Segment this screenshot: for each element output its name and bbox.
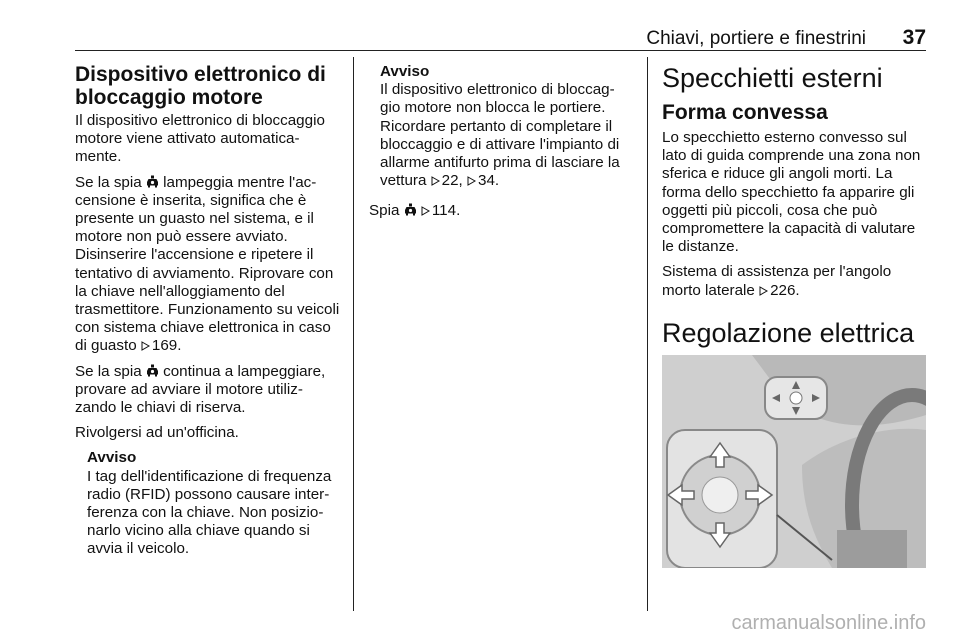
paragraph: Il dispositivo elettronico di bloccaggio motore viene attivato automatica-mente. [75, 112, 325, 166]
page-reference[interactable]: 22, [441, 172, 467, 190]
cross-reference-arrow-icon [467, 176, 476, 186]
page-number: 37 [902, 26, 926, 49]
note-title: Avviso [87, 449, 137, 467]
note-title: Avviso [380, 63, 430, 80]
cross-reference-arrow-icon [421, 206, 430, 216]
text: continua a lampeggiare, provare ad avviare il motore utiliz-zando le chiavi di riserva. [75, 362, 326, 417]
page-reference[interactable]: 169. [151, 337, 182, 355]
paragraph: Lo specchietto esterno convesso sul lato di guida comprende una zona non sferica e riduce gli angoli morti. La forma dello specchietto fa apparire gli oggetti più piccoli, cosa che può compromettere la capacità di valutare le distanze. [662, 129, 921, 256]
cross-reference-arrow-icon [141, 341, 150, 351]
text: Spia [369, 202, 404, 220]
paragraph [75, 363, 340, 418]
paragraph [369, 202, 633, 220]
watermark: carmanualsonline.info [731, 612, 926, 634]
heading-exterior-mirrors: Specchietti esterni [662, 63, 883, 93]
note-text [380, 81, 633, 190]
column-middle [369, 63, 633, 228]
section-title: Chiavi, portiere e finestrini [646, 28, 866, 49]
text: lampeggia mentre l'ac-censione è inserita, significa che è presente un guasto nel sistema, e il motore non può essere avviato. Disinserire l'accensione e ripetere il tentativo di avviamento. Riprovare con la chiave nell'alloggiamento del trasmettitore. Funzionamento su veicoli con sistema chiave elettronica in caso di guasto [75, 173, 340, 355]
mirror-adjustment-illustration [662, 355, 926, 568]
cross-reference-arrow-icon [431, 176, 440, 186]
text: Il dispositivo elettronico di bloccag-gio motore non blocca le portiere. Ricordare pertanto di completare il bloccaggio e di attivare l'impianto di allarme antifurto prima di lasciare la vettura [380, 81, 620, 190]
column-divider-1 [353, 57, 354, 611]
paragraph [662, 263, 926, 299]
header-rule [75, 50, 926, 51]
note-text: I tag dell'identificazione di frequenza radio (RFID) possono causare inter-ferenza con la chiave. Non posizio-narlo vicino alla chiave quando si avvia il veicolo. [87, 467, 332, 558]
mirror-control-illustration [662, 355, 926, 568]
page-reference[interactable]: 114. [431, 202, 461, 220]
immobiliser-warning-icon [146, 175, 159, 188]
page-header [75, 26, 926, 52]
paragraph [75, 174, 340, 356]
text: Se la spia [75, 362, 146, 380]
immobiliser-warning-icon [146, 364, 159, 377]
paragraph: Rivolgersi ad un'officina. [75, 424, 239, 442]
cross-reference-arrow-icon [759, 286, 768, 296]
text: Se la spia [75, 173, 146, 191]
note-box [75, 449, 340, 558]
text: Sistema di assistenza per l'angolo morto laterale [662, 263, 892, 299]
subheading-convex-shape: Forma convessa [662, 101, 828, 124]
page-reference[interactable]: 226. [770, 281, 800, 299]
immobiliser-warning-icon [404, 203, 417, 216]
column-left [75, 63, 340, 559]
heading-immobiliser: Dispositivo elettronico di bloccaggio motore [75, 63, 326, 109]
column-divider-2 [647, 57, 648, 611]
note-box [369, 63, 633, 190]
heading-electric-adjustment: Regolazione elettrica [662, 317, 915, 348]
column-right [662, 63, 926, 362]
page-reference[interactable]: 34. [478, 172, 500, 190]
